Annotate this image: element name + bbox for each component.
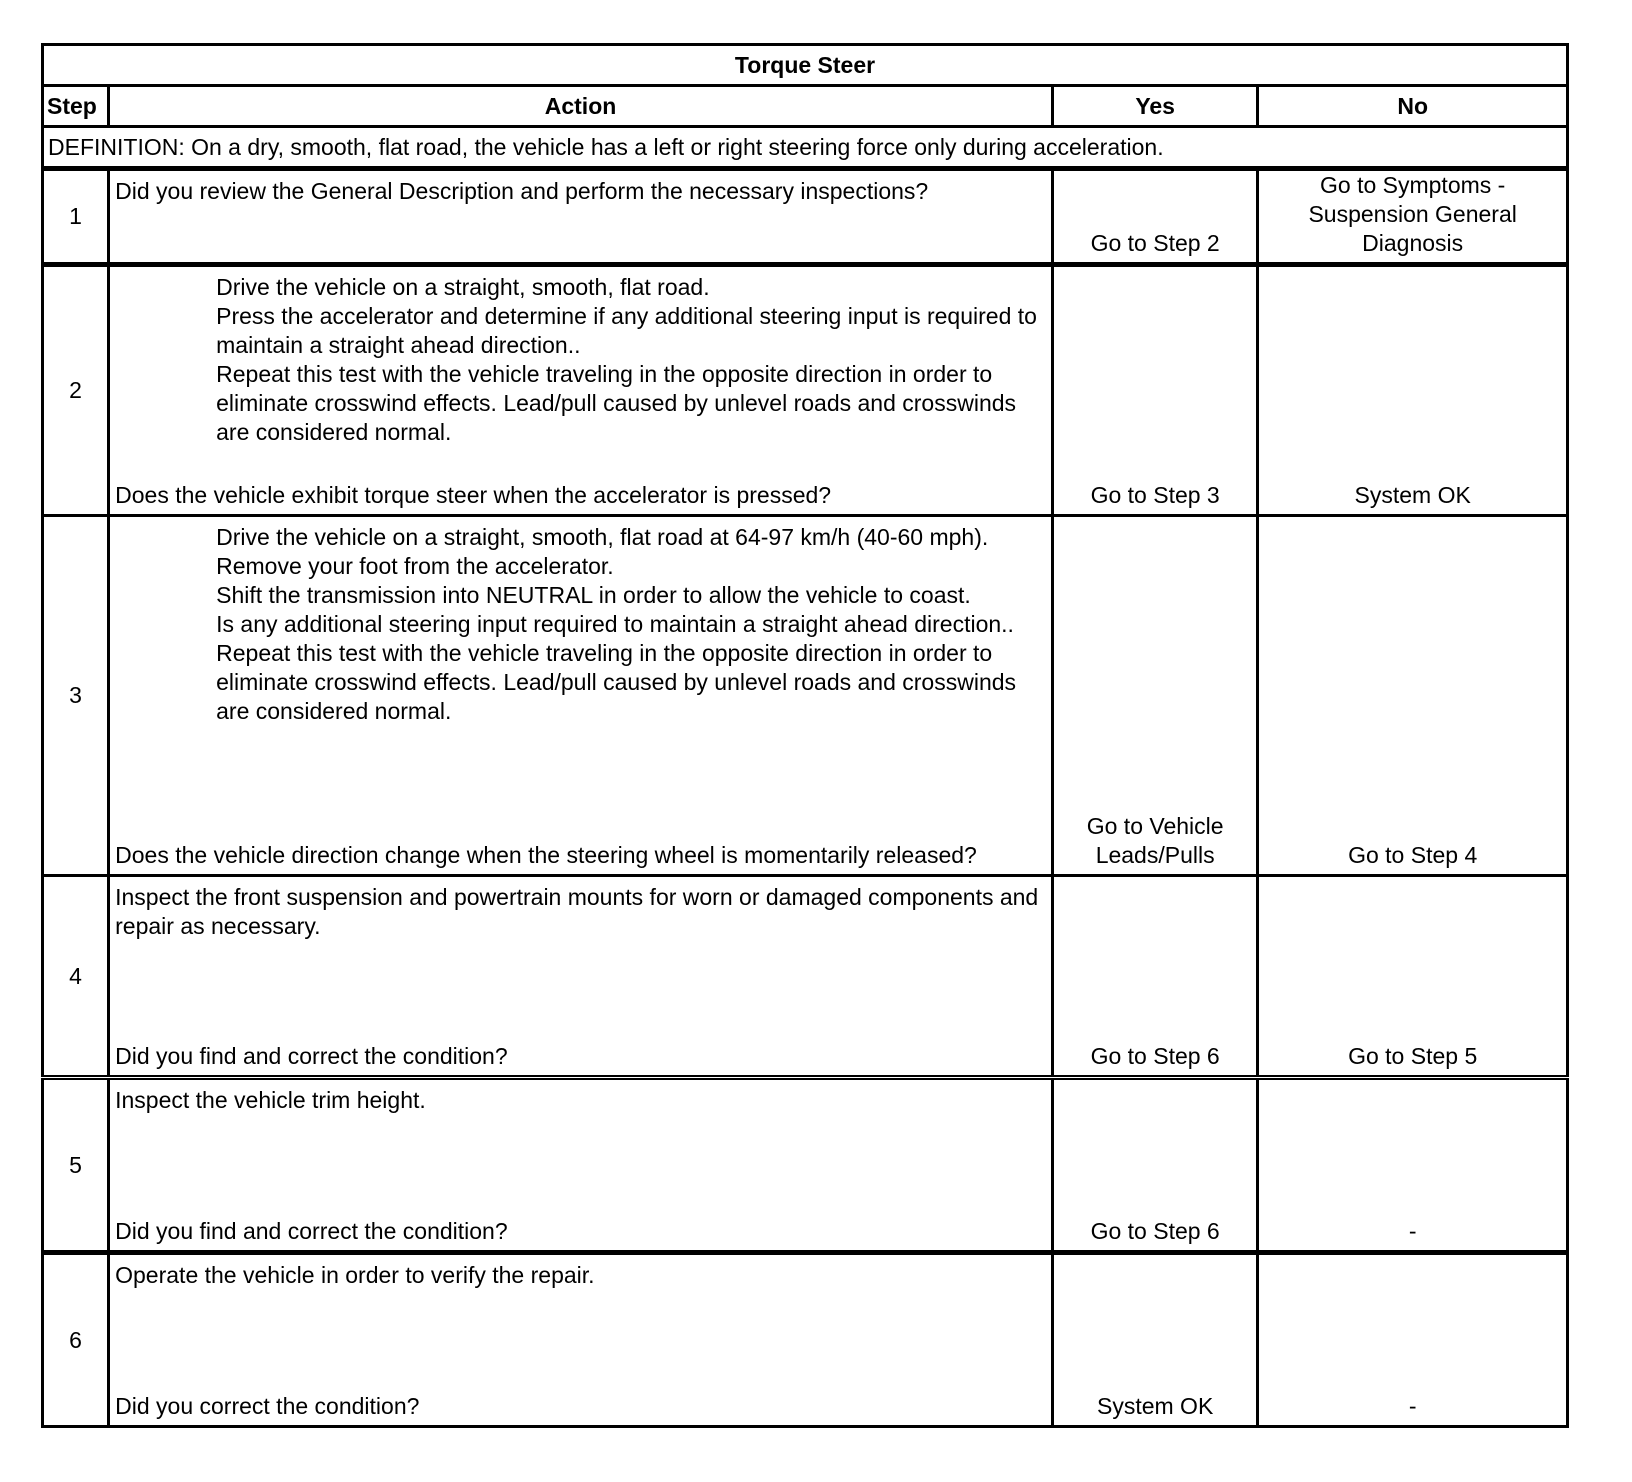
yes-cell: System OK: [1052, 1253, 1257, 1427]
action-cell: [109, 169, 1053, 265]
no-cell: Go to Symptoms - Suspension General Diagnosis: [1258, 169, 1568, 265]
instruction-line: Drive the vehicle on a straight, smooth, flat road at 64-97 km/h (40-60 mph).: [216, 524, 989, 550]
instruction-line: Drive the vehicle on a straight, smooth, flat road.: [216, 274, 710, 300]
action-instructions: [115, 273, 1047, 447]
definition-text: DEFINITION: On a dry, smooth, flat road, the vehicle has a left or right steering force only during acceleration.: [43, 127, 1568, 169]
table-row: [43, 1253, 1568, 1427]
action-question: Did you find and correct the condition?: [115, 1043, 508, 1069]
no-cell: Go to Step 5: [1258, 876, 1568, 1078]
instruction-line: Repeat this test with the vehicle traveling in the opposite direction in order to eliminate crosswind effects. Lead/pull caused by unlevel roads and crosswinds are considered normal.: [216, 361, 1017, 445]
instruction-line: Press the accelerator and determine if any additional steering input is required to maintain a straight ahead direction..: [216, 303, 1037, 358]
step-number: 2: [43, 265, 109, 516]
action-question: Does the vehicle exhibit torque steer when the accelerator is pressed?: [115, 482, 832, 508]
action-question: Did you find and correct the condition?: [115, 1218, 508, 1244]
action-cell: [109, 876, 1053, 1078]
yes-cell: Go to Vehicle Leads/Pulls: [1052, 516, 1257, 876]
action-cell: [109, 1253, 1053, 1427]
yes-cell: Go to Step 3: [1052, 265, 1257, 516]
header-action: Action: [109, 86, 1053, 127]
table-row: [43, 169, 1568, 265]
instruction-line: Repeat this test with the vehicle traveling in the opposite direction in order to eliminate crosswind effects. Lead/pull caused by unlevel roads and crosswinds are considered normal.: [216, 640, 1017, 724]
step-number: 4: [43, 876, 109, 1078]
header-row: [43, 86, 1568, 127]
table-title: Torque Steer: [43, 45, 1568, 86]
step-number: 1: [43, 169, 109, 265]
action-question: Did you correct the condition?: [115, 1393, 420, 1419]
title-row: [43, 45, 1568, 86]
yes-cell: Go to Step 2: [1052, 169, 1257, 265]
step-number: 3: [43, 516, 109, 876]
action-question: Did you review the General Description and perform the necessary inspections?: [115, 178, 929, 204]
instruction-line: Remove your foot from the accelerator.: [216, 553, 614, 579]
instruction-line: Is any additional steering input required to maintain a straight ahead direction..: [216, 611, 1014, 637]
no-cell: System OK: [1258, 265, 1568, 516]
step-number: 5: [43, 1078, 109, 1253]
no-cell: -: [1258, 1078, 1568, 1253]
instruction-line: Shift the transmission into NEUTRAL in order to allow the vehicle to coast.: [216, 582, 971, 608]
action-cell: [109, 1078, 1053, 1253]
action-cell: [109, 516, 1053, 876]
action-instruction: Inspect the front suspension and powertrain mounts for worn or damaged components and repair as necessary.: [115, 884, 1039, 939]
header-yes: Yes: [1052, 86, 1257, 127]
diagnostic-table: [41, 43, 1569, 1428]
table-row: [43, 265, 1568, 516]
action-instructions: [115, 523, 1047, 726]
no-cell: Go to Step 4: [1258, 516, 1568, 876]
table-row: [43, 1078, 1568, 1253]
action-cell: [109, 265, 1053, 516]
action-instruction: Inspect the vehicle trim height.: [115, 1087, 426, 1113]
definition-row: [43, 127, 1568, 169]
header-step: Step: [43, 86, 109, 127]
action-instruction: Operate the vehicle in order to verify the repair.: [115, 1262, 595, 1288]
action-question: Does the vehicle direction change when the steering wheel is momentarily released?: [115, 842, 977, 868]
yes-cell: Go to Step 6: [1052, 1078, 1257, 1253]
table-row: [43, 516, 1568, 876]
header-no: No: [1258, 86, 1568, 127]
table-row: [43, 876, 1568, 1078]
yes-cell: Go to Step 6: [1052, 876, 1257, 1078]
step-number: 6: [43, 1253, 109, 1427]
no-cell: -: [1258, 1253, 1568, 1427]
